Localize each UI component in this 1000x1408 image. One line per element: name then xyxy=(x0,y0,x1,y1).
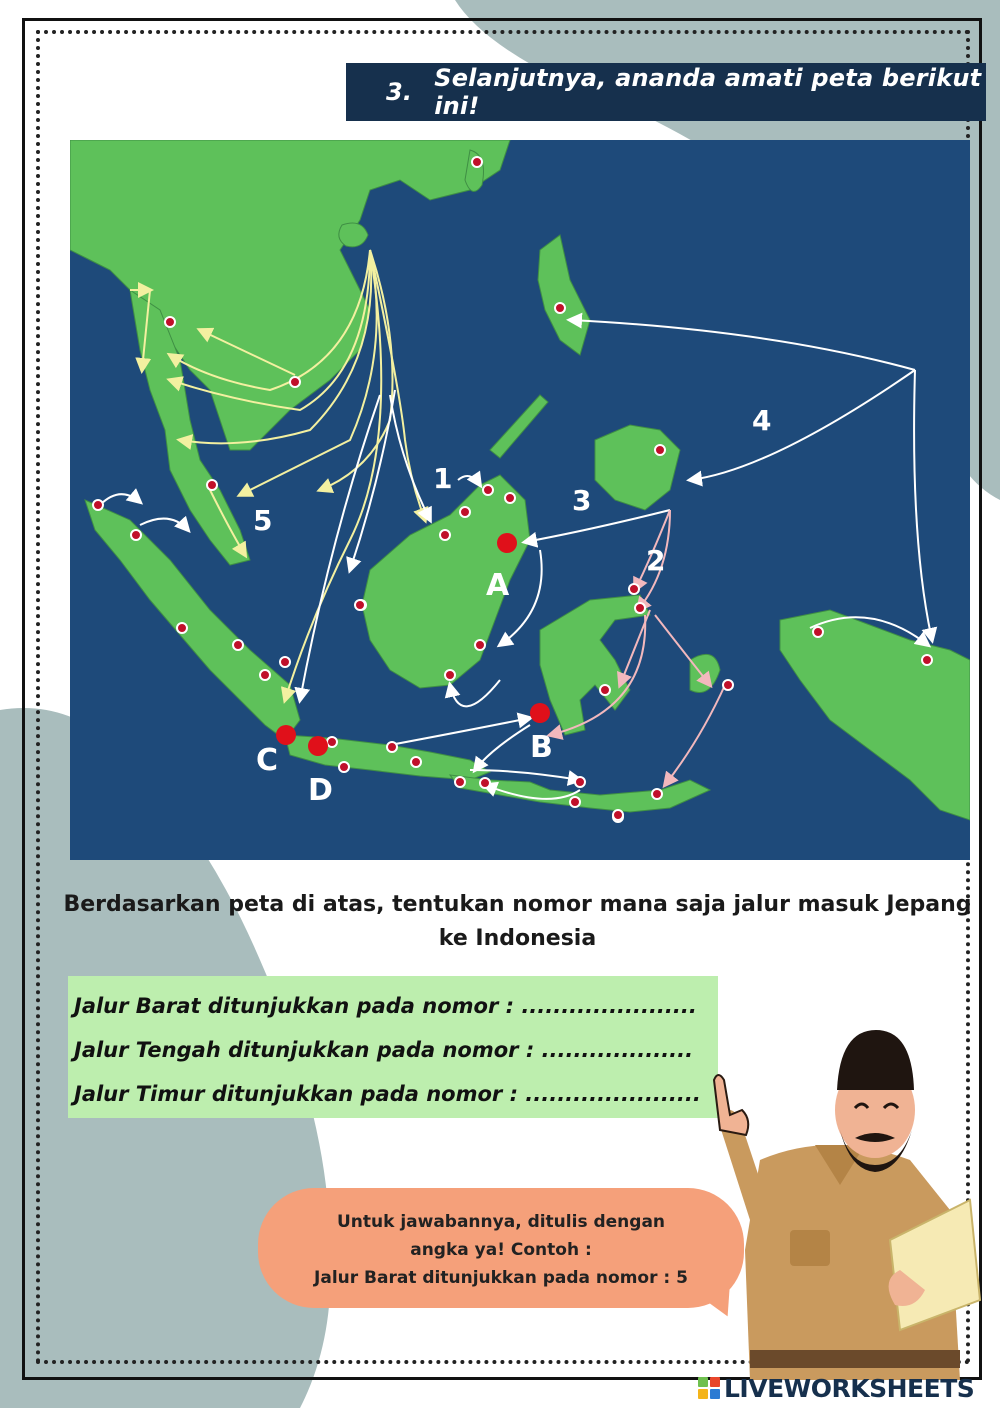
point-label-c: C xyxy=(256,743,279,778)
city-dot xyxy=(813,627,823,637)
point-label-b: B xyxy=(530,730,553,765)
route-line xyxy=(525,510,670,542)
city-dot xyxy=(613,810,623,820)
marker-c xyxy=(276,725,296,745)
land-philippines-south xyxy=(595,425,680,510)
city-dot xyxy=(600,685,610,695)
city-dot xyxy=(455,777,465,787)
land-maluku xyxy=(690,654,720,692)
land-philippines-luzon xyxy=(538,235,590,355)
city-dot xyxy=(555,303,565,313)
hint-line-3: Jalur Barat ditunjukkan pada nomor : 5 xyxy=(314,1268,688,1288)
route-number-5: 5 xyxy=(253,504,273,537)
point-label-a: A xyxy=(486,568,510,603)
city-dot xyxy=(483,485,493,495)
teacher-hat xyxy=(837,1030,914,1090)
answer-west-route[interactable]: Jalur Barat ditunjukkan pada nomor : ...................... xyxy=(74,994,697,1018)
route-line xyxy=(300,395,380,700)
route-number-1: 1 xyxy=(433,462,453,495)
city-dot xyxy=(355,600,365,610)
route-line xyxy=(655,615,710,685)
teacher-pocket xyxy=(790,1230,830,1266)
city-dot xyxy=(575,777,585,787)
hint-speech-bubble xyxy=(258,1188,744,1308)
route-line xyxy=(370,250,425,520)
city-dot xyxy=(165,317,175,327)
city-dot xyxy=(339,762,349,772)
point-label-d: D xyxy=(308,773,333,808)
city-dot xyxy=(177,623,187,633)
route-line xyxy=(458,476,480,485)
land-hainan xyxy=(339,223,368,247)
route-line xyxy=(390,395,430,520)
city-dot xyxy=(723,680,733,690)
route-number-3: 3 xyxy=(572,484,592,517)
logo-blocks-icon xyxy=(698,1377,720,1399)
city-dot xyxy=(93,500,103,510)
instruction-header xyxy=(346,63,986,121)
route-line xyxy=(475,725,530,770)
city-dot xyxy=(233,640,243,650)
question-number: 3. xyxy=(386,78,413,106)
route-number-4: 4 xyxy=(752,404,772,437)
city-dot xyxy=(260,670,270,680)
land-palawan xyxy=(490,395,548,458)
city-dot xyxy=(629,584,639,594)
teacher-belt xyxy=(750,1350,960,1368)
route-number-2: 2 xyxy=(646,544,666,577)
route-line xyxy=(140,519,188,530)
city-dot xyxy=(445,670,455,680)
route-line xyxy=(390,718,530,745)
question-text: Berdasarkan peta di atas, tentukan nomor mana saja jalur masuk Jepang ke Indonesia xyxy=(63,892,972,951)
land-sulawesi xyxy=(540,595,650,735)
city-dot xyxy=(207,480,217,490)
teacher-hand xyxy=(714,1075,748,1135)
city-dot xyxy=(655,445,665,455)
land-masses xyxy=(70,140,970,820)
instruction-title: Selanjutnya, ananda amati peta berikut ini! xyxy=(434,64,982,120)
route-line xyxy=(690,370,915,480)
answer-box xyxy=(68,976,718,1118)
city-dot xyxy=(480,778,490,788)
city-dot xyxy=(652,789,662,799)
city-dot xyxy=(131,530,141,540)
city-dot xyxy=(570,797,580,807)
marker-d xyxy=(308,736,328,756)
route-map xyxy=(70,140,970,860)
marker-b xyxy=(530,703,550,723)
map-graphic xyxy=(70,140,970,860)
liveworksheets-logo xyxy=(698,1373,974,1403)
city-dot xyxy=(922,655,932,665)
city-dot xyxy=(411,757,421,767)
answer-central-route[interactable]: Jalur Tengah ditunjukkan pada nomor : ................... xyxy=(74,1038,694,1062)
city-dot xyxy=(472,157,482,167)
land-new-guinea xyxy=(780,610,970,820)
city-dot xyxy=(387,742,397,752)
marker-a xyxy=(497,533,517,553)
route-line xyxy=(570,320,915,370)
route-line xyxy=(100,494,140,505)
logo-text: LIVEWORKSHEETS xyxy=(724,1373,975,1403)
city-dot xyxy=(460,507,470,517)
route-line xyxy=(450,680,500,706)
city-dot xyxy=(327,737,337,747)
city-dot xyxy=(505,493,515,503)
answer-east-route[interactable]: Jalur Timur ditunjukkan pada nomor : ...................... xyxy=(74,1082,701,1106)
city-dot xyxy=(290,377,300,387)
hint-line-1: Untuk jawabannya, ditulis dengan xyxy=(336,1212,666,1232)
route-line xyxy=(665,685,725,785)
city-dot xyxy=(635,603,645,613)
hint-line-2: angka ya! Contoh : xyxy=(410,1240,592,1260)
route-line xyxy=(914,370,932,640)
teacher-illustration xyxy=(690,1020,990,1380)
city-dot xyxy=(440,530,450,540)
city-dot xyxy=(475,640,485,650)
city-dot xyxy=(280,657,290,667)
